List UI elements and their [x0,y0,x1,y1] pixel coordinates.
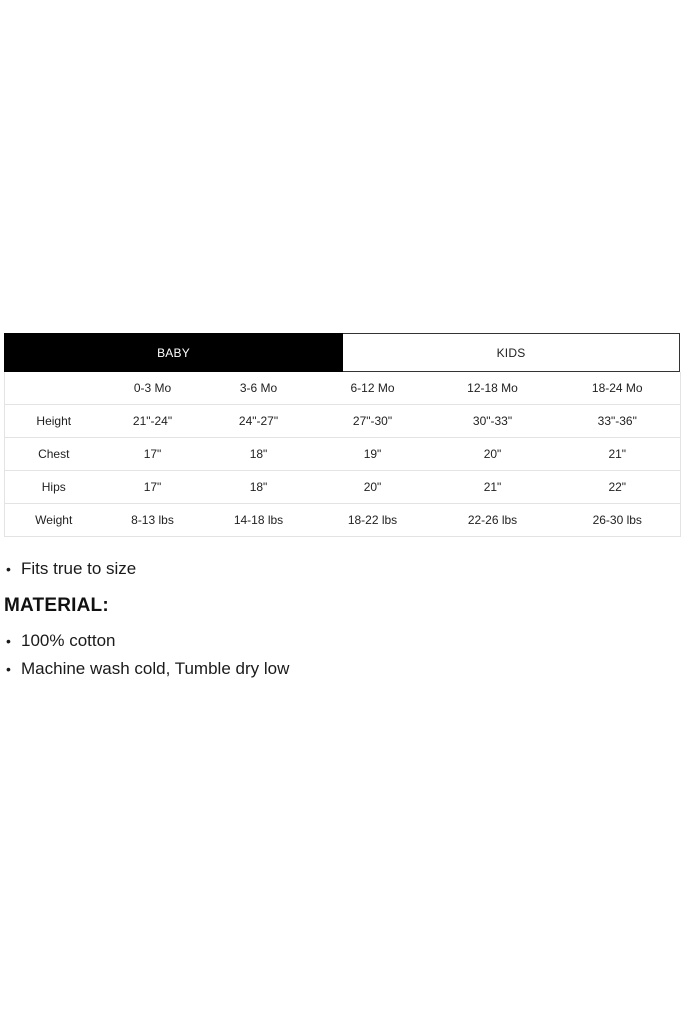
table-cell: 8-13 lbs [103,504,203,537]
table-cell: 20" [315,471,431,504]
table-cell: 19" [315,438,431,471]
table-cell: 14-18 lbs [203,504,315,537]
product-details [4,555,680,683]
table-cell: 21" [431,471,555,504]
table-cell: 21" [555,438,681,471]
table-header-cell: 12-18 Mo [431,372,555,405]
material-item-text: Machine wash cold, Tumble dry low [21,659,290,678]
size-chart [4,333,680,537]
fit-text: Fits true to size [21,559,137,578]
table-row [5,504,681,537]
table-row [5,405,681,438]
table-cell: 17" [103,471,203,504]
table-cell: 21"-24" [103,405,203,438]
table-cell: 27"-30" [315,405,431,438]
bullet: • [6,561,11,577]
table-cell: 18" [203,471,315,504]
table-header-cell: 6-12 Mo [315,372,431,405]
table-cell: 18-22 lbs [315,504,431,537]
table-cell: 22" [555,471,681,504]
row-label: Chest [5,438,103,471]
table-cell: 17" [103,438,203,471]
row-label: Weight [5,504,103,537]
table-cell: 24"-27" [203,405,315,438]
table-cell: 18" [203,438,315,471]
table-header-row [5,372,681,405]
tab-kids[interactable]: KIDS [343,333,680,372]
table-cell: 30"-33" [431,405,555,438]
table-cell: 22-26 lbs [431,504,555,537]
size-table [4,372,681,537]
table-cell: 33"-36" [555,405,681,438]
fit-note [4,555,680,583]
table-header-cell: 3-6 Mo [203,372,315,405]
table-row [5,471,681,504]
table-row [5,438,681,471]
bullet: • [6,633,11,649]
table-cell: 20" [431,438,555,471]
table-header-cell: 0-3 Mo [103,372,203,405]
material-item-text: 100% cotton [21,631,116,650]
row-label: Hips [5,471,103,504]
list-item [4,627,680,655]
tab-baby[interactable]: BABY [4,333,343,372]
list-item [4,655,680,683]
size-tabs [4,333,680,372]
material-heading: MATERIAL: [4,595,109,616]
table-header-cell [5,372,103,405]
row-label: Height [5,405,103,438]
table-cell: 26-30 lbs [555,504,681,537]
bullet: • [6,661,11,677]
table-header-cell: 18-24 Mo [555,372,681,405]
